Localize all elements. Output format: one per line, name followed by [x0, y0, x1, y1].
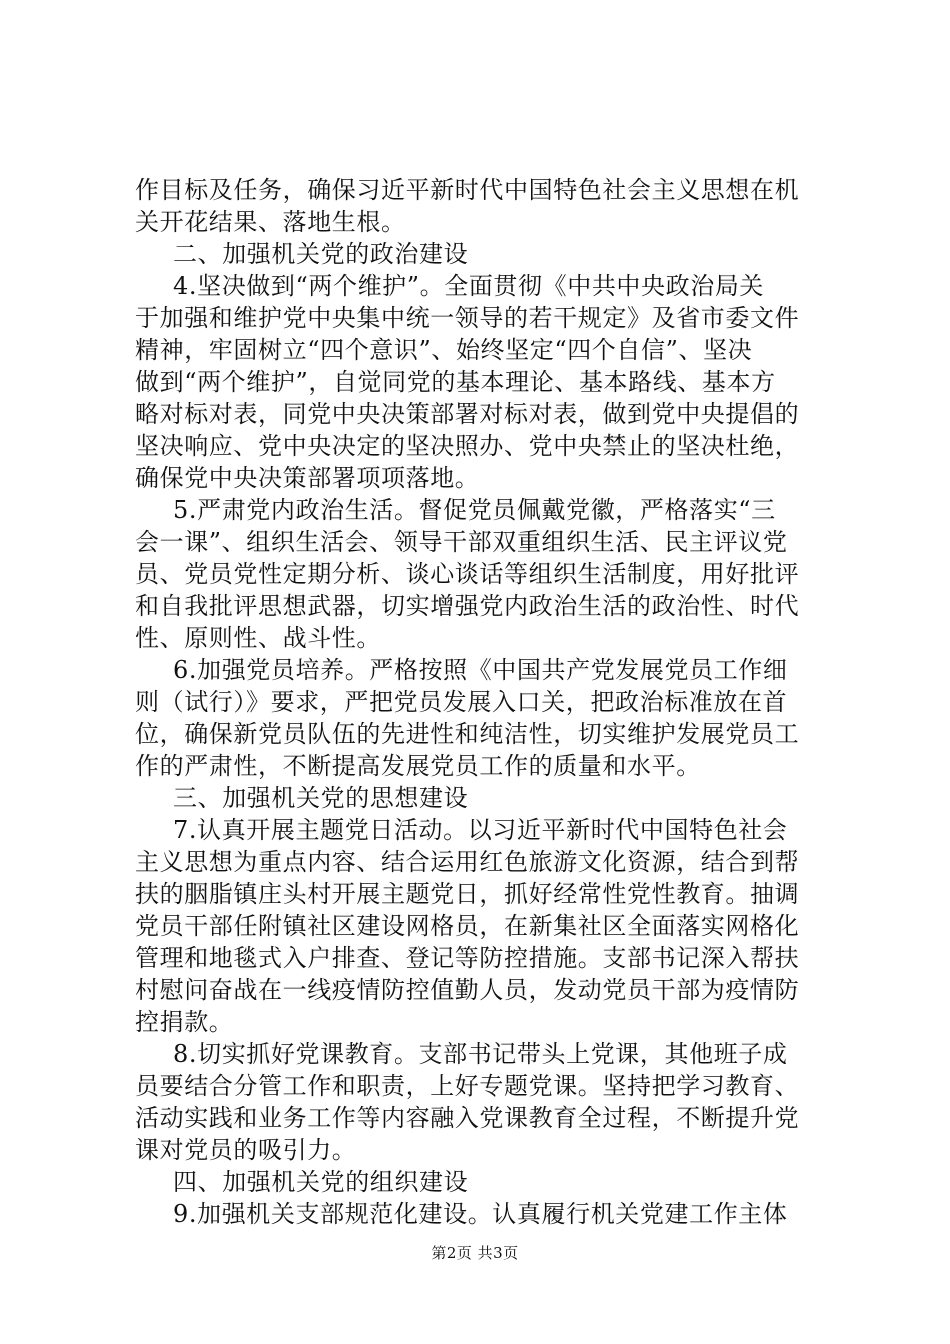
- body-text-line: 村慰问奋战在一线疫情防控值勤人员，发动党员干部为疫情防: [135, 976, 800, 1004]
- paragraph-start-line: 8.切实抓好党课教育。支部书记带头上党课，其他班子成: [173, 1040, 788, 1068]
- body-text-line: 精神，牢固树立“四个意识”、始终坚定“四个自信”、坚决: [135, 336, 753, 364]
- body-text-line: 确保党中央决策部署项项落地。: [135, 464, 480, 492]
- body-text-line: 关开花结果、落地生根。: [135, 208, 406, 236]
- body-text-line: 作的严肃性，不断提高发展党员工作的质量和水平。: [135, 752, 701, 780]
- body-text-line: 则（试行）》要求，严把党员发展入口关，把政治标准放在首: [135, 688, 788, 716]
- paragraph-start-line: 9.加强机关支部规范化建设。认真履行机关党建工作主体: [173, 1200, 788, 1228]
- body-text-line: 坚决响应、党中央决定的坚决照办、党中央禁止的坚决杜绝，: [135, 432, 800, 460]
- paragraph-start-line: 4.坚决做到“两个维护”。全面贯彻《中共中央政治局关: [173, 272, 765, 300]
- body-text-line: 于加强和维护党中央集中统一领导的若干规定》及省市委文件: [135, 304, 800, 332]
- paragraph-start-line: 5.严肃党内政治生活。督促党员佩戴党徽，严格落实“三: [173, 496, 776, 524]
- body-text-line: 扶的胭脂镇庄头村开展主题党日，抓好经常性党性教育。抽调: [135, 880, 800, 908]
- section-heading: 二、加强机关党的政治建设: [173, 240, 469, 268]
- body-text-line: 活动实践和业务工作等内容融入党课教育全过程，不断提升党: [135, 1104, 800, 1132]
- paragraph-start-line: 7.认真开展主题党日活动。以习近平新时代中国特色社会: [173, 816, 788, 844]
- body-text-line: 性、原则性、战斗性。: [135, 624, 381, 652]
- body-text-line: 做到“两个维护”，自觉同党的基本理论、基本路线、基本方: [135, 368, 776, 396]
- body-text-line: 略对标对表，同党中央决策部署对标对表，做到党中央提倡的: [135, 400, 800, 428]
- section-heading: 四、加强机关党的组织建设: [173, 1168, 469, 1196]
- body-text-line: 会一课”、组织生活会、领导干部双重组织生活、民主评议党: [135, 528, 788, 556]
- body-text-line: 作目标及任务，确保习近平新时代中国特色社会主义思想在机: [135, 176, 800, 204]
- body-text-line: 课对党员的吸引力。: [135, 1136, 357, 1164]
- body-text-line: 位，确保新党员队伍的先进性和纯洁性，切实维护发展党员工: [135, 720, 800, 748]
- body-text-line: 和自我批评思想武器，切实增强党内政治生活的政治性、时代: [135, 592, 800, 620]
- page-footer: 第2页 共3页: [431, 1244, 519, 1262]
- section-heading: 三、加强机关党的思想建设: [173, 784, 469, 812]
- body-text-line: 管理和地毯式入户排查、登记等防控措施。支部书记深入帮扶: [135, 944, 800, 972]
- body-text-line: 员要结合分管工作和职责，上好专题党课。坚持把学习教育、: [135, 1072, 800, 1100]
- body-text-line: 控捐款。: [135, 1008, 234, 1036]
- body-text-line: 党员干部任附镇社区建设网格员，在新集社区全面落实网格化: [135, 912, 800, 940]
- body-text-line: 员、党员党性定期分析、谈心谈话等组织生活制度，用好批评: [135, 560, 800, 588]
- body-text-line: 主义思想为重点内容、结合运用红色旅游文化资源，结合到帮: [135, 848, 800, 876]
- paragraph-start-line: 6.加强党员培养。严格按照《中国共产党发展党员工作细: [173, 656, 788, 684]
